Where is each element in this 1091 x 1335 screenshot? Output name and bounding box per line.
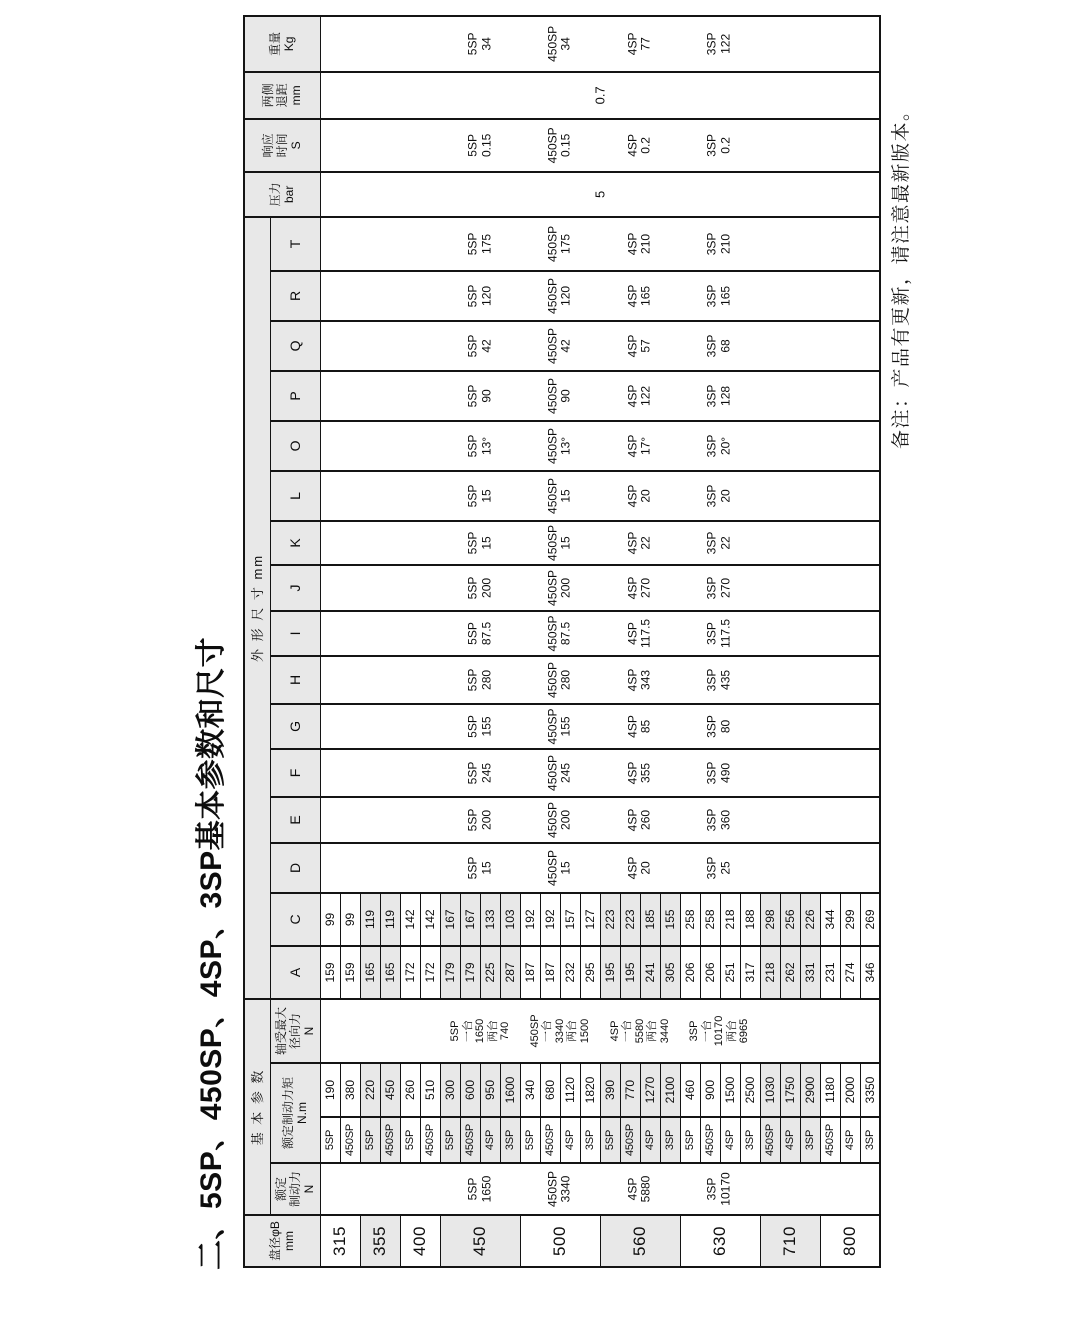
merged-entry: 4SP 57 [625, 334, 653, 358]
dim-c-cell: 167 [460, 893, 480, 946]
dim-c-cell: 133 [480, 893, 500, 946]
torque-cell: 340 [520, 1063, 540, 1117]
disc-cell: 315 [320, 1215, 360, 1267]
col-header-R: R [270, 271, 320, 321]
disc-cell: 560 [600, 1215, 680, 1267]
model-cell: 4SP [480, 1117, 500, 1163]
dim-c-cell: 188 [740, 893, 760, 946]
dim-a-cell: 195 [620, 946, 640, 999]
merged-Q [320, 321, 880, 371]
model-cell: 450SP [380, 1117, 400, 1163]
dim-c-cell: 99 [340, 893, 360, 946]
merged-entry: 450SP 120 [545, 277, 573, 314]
dim-a-cell: 287 [500, 946, 520, 999]
merged-entry: 450SP 42 [545, 327, 573, 364]
dim-a-cell: 218 [760, 946, 780, 999]
disc-cell: 400 [400, 1215, 440, 1267]
torque-cell: 1500 [720, 1063, 740, 1117]
torque-cell: 260 [400, 1063, 420, 1117]
col-header-P: P [270, 371, 320, 421]
torque-cell: 1120 [560, 1063, 580, 1117]
dim-c-cell: 258 [700, 893, 720, 946]
dim-c-cell: 157 [560, 893, 580, 946]
torque-cell: 900 [700, 1063, 720, 1117]
merged-entry: 450SP 200 [545, 801, 573, 838]
merged-entry: 450SP 13° [545, 427, 573, 464]
merged-entry: 5SP 200 [465, 576, 494, 600]
dim-a-cell: 172 [400, 946, 420, 999]
torque-cell: 450 [380, 1063, 400, 1117]
merged-D [320, 843, 880, 893]
merged-axial [320, 999, 880, 1063]
merged-O [320, 421, 880, 471]
table-row [320, 16, 340, 1267]
torque-cell: 680 [540, 1063, 560, 1117]
disc-cell: 355 [360, 1215, 400, 1267]
dim-a-cell: 159 [320, 946, 340, 999]
merged-entry: 3SP 117.5 [704, 618, 733, 649]
dim-a-cell: 179 [440, 946, 460, 999]
dim-c-cell: 185 [640, 893, 660, 946]
header-force: 额定 制动力 N [270, 1163, 320, 1215]
merged-entry: 3SP 22 [704, 531, 733, 555]
merged-L [320, 471, 880, 521]
merged-entry: 3SP 270 [704, 576, 733, 600]
dim-a-cell: 331 [800, 946, 820, 999]
merged-entry: 3SP 435 [704, 668, 733, 692]
torque-cell: 3350 [860, 1063, 880, 1117]
merged-entry: 5SP 15 [465, 484, 494, 508]
merged-entry: 450SP 15 [545, 477, 573, 514]
page-title: 二、5SP、450SP、4SP、3SP基本参数和尺寸 [195, 636, 228, 1270]
model-cell: 3SP [500, 1117, 520, 1163]
header-weight: 重量 Kg [244, 16, 320, 72]
merged-entry: 4SP 85 [625, 715, 653, 738]
dim-a-cell: 206 [700, 946, 720, 999]
col-header-G: G [270, 704, 320, 749]
model-cell: 450SP [620, 1117, 640, 1163]
merged-I [320, 611, 880, 656]
merged-entry: 4SP 260 [625, 808, 653, 832]
dim-c-cell: 192 [540, 893, 560, 946]
merged-entry: 4SP 一台 5580 两台 3440 [608, 1018, 671, 1044]
dim-a-cell: 179 [460, 946, 480, 999]
merged-entry: 4SP 117.5 [625, 618, 653, 649]
dim-a-cell: 187 [540, 946, 560, 999]
merged-entry: 450SP 175 [545, 225, 573, 262]
merged-force [320, 1163, 880, 1215]
dim-a-cell: 159 [340, 946, 360, 999]
dim-a-cell: 172 [420, 946, 440, 999]
merged-entry: 450SP 90 [545, 377, 573, 414]
dim-c-cell: 269 [860, 893, 880, 946]
dim-c-cell: 298 [760, 893, 780, 946]
col-header-L: L [270, 471, 320, 521]
dim-a-cell: 317 [740, 946, 760, 999]
merged-entry: 4SP 270 [625, 576, 653, 600]
merged-P [320, 371, 880, 421]
merged-entry: 3SP 360 [704, 808, 733, 832]
torque-cell: 1750 [780, 1063, 800, 1117]
merged-entry: 5SP 15 [465, 531, 494, 555]
merged-E [320, 797, 880, 843]
disc-cell: 800 [820, 1215, 880, 1267]
torque-cell: 380 [340, 1063, 360, 1117]
merged-entry: 5SP 42 [465, 334, 494, 358]
merged-entry: 4SP 210 [625, 232, 653, 256]
dim-c-cell: 155 [660, 893, 680, 946]
merged-entry: 4SP 20 [625, 484, 653, 508]
dim-c-cell: 167 [440, 893, 460, 946]
disc-cell: 710 [760, 1215, 820, 1267]
merged-T [320, 217, 880, 271]
dim-c-cell: 223 [600, 893, 620, 946]
merged-entry: 3SP 10170 [704, 1172, 733, 1206]
merged-entry: 3SP 490 [704, 761, 733, 785]
col-header-Q: Q [270, 321, 320, 371]
dim-c-cell: 127 [580, 893, 600, 946]
dim-a-cell: 195 [600, 946, 620, 999]
dim-c-cell: 142 [400, 893, 420, 946]
col-header-A: A [270, 946, 320, 999]
model-cell: 5SP [320, 1117, 340, 1163]
merged-entry: 5SP 15 [465, 856, 494, 880]
merged-entry: 3SP 25 [704, 856, 733, 880]
merged-G [320, 704, 880, 749]
col-header-E: E [270, 797, 320, 843]
merged-entry: 5SP 1650 [465, 1175, 494, 1203]
merged-entry: 450SP 3340 [545, 1170, 573, 1208]
merged-entry: 450SP 280 [545, 661, 573, 698]
torque-cell: 2500 [740, 1063, 760, 1117]
merged-entry: 3SP 128 [704, 384, 733, 408]
dim-a-cell: 346 [860, 946, 880, 999]
torque-cell: 2100 [660, 1063, 680, 1117]
merged-entry: 450SP 一台 3340 两台 1500 [528, 1014, 591, 1048]
model-cell: 5SP [680, 1117, 700, 1163]
model-cell: 5SP [360, 1117, 380, 1163]
header-torque: 额定制动力矩 N.m [270, 1063, 320, 1163]
merged-entry: 4SP 77 [625, 32, 653, 56]
merged-entry: 4SP 122 [625, 384, 653, 408]
dim-a-cell: 274 [840, 946, 860, 999]
merged-entry: 4SP 17° [625, 434, 653, 458]
torque-cell: 600 [460, 1063, 480, 1117]
merged-entry: 5SP 34 [465, 32, 494, 56]
merged-entry: 4SP 355 [625, 761, 653, 785]
merged-entry: 450SP 0.15 [545, 127, 573, 164]
dim-a-cell: 225 [480, 946, 500, 999]
merged-entry: 450SP 87.5 [545, 615, 573, 652]
dim-a-cell: 206 [680, 946, 700, 999]
dim-a-cell: 165 [360, 946, 380, 999]
header-dims-group: 外 形 尺 寸 mm [244, 217, 270, 999]
model-cell: 3SP [740, 1117, 760, 1163]
col-header-C: C [270, 893, 320, 946]
model-cell: 4SP [780, 1117, 800, 1163]
merged-entry: 5SP 155 [465, 715, 494, 738]
torque-cell: 460 [680, 1063, 700, 1117]
merged-entry: 5SP 120 [465, 284, 494, 308]
torque-cell: 190 [320, 1063, 340, 1117]
disc-cell: 630 [680, 1215, 760, 1267]
merged-response [320, 119, 880, 172]
spec-table-grid [243, 15, 881, 1268]
merged-entry: 450SP 200 [545, 569, 573, 606]
torque-cell: 770 [620, 1063, 640, 1117]
col-header-O: O [270, 421, 320, 471]
torque-cell: 300 [440, 1063, 460, 1117]
merged-R [320, 271, 880, 321]
torque-cell: 390 [600, 1063, 620, 1117]
header-pressure: 压力 bar [244, 172, 320, 217]
col-header-T: T [270, 217, 320, 271]
col-header-F: F [270, 749, 320, 797]
dim-c-cell: 226 [800, 893, 820, 946]
merged-J [320, 565, 880, 611]
merged-value: 5 [592, 190, 607, 198]
merged-entry: 5SP 245 [465, 761, 494, 785]
col-header-I: I [270, 611, 320, 656]
merged-entry: 450SP 155 [545, 708, 573, 745]
dim-c-cell: 119 [380, 893, 400, 946]
header-clearance: 两侧 退距 mm [244, 72, 320, 119]
col-header-D: D [270, 843, 320, 893]
model-cell: 5SP [520, 1117, 540, 1163]
torque-cell: 1600 [500, 1063, 520, 1117]
merged-entry: 450SP 34 [545, 25, 573, 62]
dim-c-cell: 142 [420, 893, 440, 946]
model-cell: 450SP [760, 1117, 780, 1163]
merged-entry: 450SP 245 [545, 754, 573, 791]
merged-entry: 4SP 5880 [625, 1175, 653, 1203]
merged-entry: 3SP 20° [704, 434, 733, 458]
merged-clearance [320, 72, 880, 119]
model-cell: 450SP [420, 1117, 440, 1163]
merged-entry: 450SP 15 [545, 849, 573, 886]
torque-cell: 1180 [820, 1063, 840, 1117]
dim-a-cell: 231 [820, 946, 840, 999]
dim-c-cell: 119 [360, 893, 380, 946]
spec-table [243, 15, 881, 1268]
header-response: 响应 时间 S [244, 119, 320, 172]
model-cell: 3SP [660, 1117, 680, 1163]
merged-entry: 5SP 280 [465, 668, 494, 692]
dim-a-cell: 295 [580, 946, 600, 999]
merged-entry: 3SP 20 [704, 484, 733, 508]
merged-entry: 3SP 68 [704, 334, 733, 358]
merged-entry: 3SP 165 [704, 284, 733, 308]
model-cell: 3SP [860, 1117, 880, 1163]
merged-entry: 4SP 20 [625, 856, 653, 880]
dim-c-cell: 258 [680, 893, 700, 946]
merged-entry: 5SP 13° [465, 434, 494, 458]
dim-a-cell: 165 [380, 946, 400, 999]
torque-cell: 2000 [840, 1063, 860, 1117]
torque-cell: 220 [360, 1063, 380, 1117]
model-cell: 450SP [820, 1117, 840, 1163]
merged-weight [320, 16, 880, 72]
model-cell: 3SP [800, 1117, 820, 1163]
merged-entry: 5SP 200 [465, 808, 494, 832]
merged-entry: 5SP 90 [465, 384, 494, 408]
model-cell: 5SP [440, 1117, 460, 1163]
model-cell: 450SP [700, 1117, 720, 1163]
dim-c-cell: 344 [820, 893, 840, 946]
dim-a-cell: 251 [720, 946, 740, 999]
dim-a-cell: 262 [780, 946, 800, 999]
merged-entry: 3SP 210 [704, 232, 733, 256]
dim-a-cell: 232 [560, 946, 580, 999]
model-cell: 4SP [720, 1117, 740, 1163]
col-header-J: J [270, 565, 320, 611]
merged-entry: 4SP 165 [625, 284, 653, 308]
dim-a-cell: 187 [520, 946, 540, 999]
merged-entry: 4SP 343 [625, 668, 653, 692]
header-basic-group: 基 本 参 数 [244, 999, 270, 1215]
torque-cell: 2900 [800, 1063, 820, 1117]
merged-entry: 5SP 175 [465, 232, 494, 256]
merged-value: 0.7 [592, 86, 607, 105]
merged-entry: 4SP 22 [625, 531, 653, 555]
merged-entry: 5SP 0.15 [465, 133, 494, 158]
model-cell: 5SP [400, 1117, 420, 1163]
header-axial: 轴受最大 径向力 N [270, 999, 320, 1063]
disc-cell: 500 [520, 1215, 600, 1267]
merged-pressure [320, 172, 880, 217]
dim-c-cell: 218 [720, 893, 740, 946]
torque-cell: 510 [420, 1063, 440, 1117]
model-cell: 5SP [600, 1117, 620, 1163]
merged-entry: 5SP 87.5 [465, 621, 494, 646]
model-cell: 4SP [840, 1117, 860, 1163]
merged-entry: 4SP 0.2 [625, 134, 653, 157]
torque-cell: 1270 [640, 1063, 660, 1117]
header-disc: 盘径φB mm [244, 1215, 320, 1267]
merged-entry: 5SP 一台 1650 两台 740 [449, 1018, 512, 1044]
col-header-K: K [270, 521, 320, 565]
col-header-H: H [270, 656, 320, 704]
model-cell: 450SP [340, 1117, 360, 1163]
model-cell: 3SP [580, 1117, 600, 1163]
merged-K [320, 521, 880, 565]
dim-c-cell: 192 [520, 893, 540, 946]
dim-c-cell: 223 [620, 893, 640, 946]
torque-cell: 1030 [760, 1063, 780, 1117]
model-cell: 450SP [540, 1117, 560, 1163]
merged-F [320, 749, 880, 797]
dim-c-cell: 103 [500, 893, 520, 946]
torque-cell: 950 [480, 1063, 500, 1117]
model-cell: 4SP [560, 1117, 580, 1163]
model-cell: 450SP [460, 1117, 480, 1163]
disc-cell: 450 [440, 1215, 520, 1267]
merged-entry: 3SP 122 [704, 32, 733, 56]
merged-entry: 3SP 一台 10170 两台 6965 [687, 1015, 750, 1047]
torque-cell: 1820 [580, 1063, 600, 1117]
dim-c-cell: 299 [840, 893, 860, 946]
merged-H [320, 656, 880, 704]
dim-c-cell: 256 [780, 893, 800, 946]
footnote: 备注：产品有更新，请注意最新版本。 [891, 100, 912, 449]
dim-a-cell: 241 [640, 946, 660, 999]
merged-entry: 3SP 0.2 [704, 134, 733, 157]
dim-c-cell: 99 [320, 893, 340, 946]
merged-entry: 3SP 80 [704, 715, 733, 738]
model-cell: 4SP [640, 1117, 660, 1163]
merged-entry: 450SP 15 [545, 524, 573, 561]
dim-a-cell: 305 [660, 946, 680, 999]
